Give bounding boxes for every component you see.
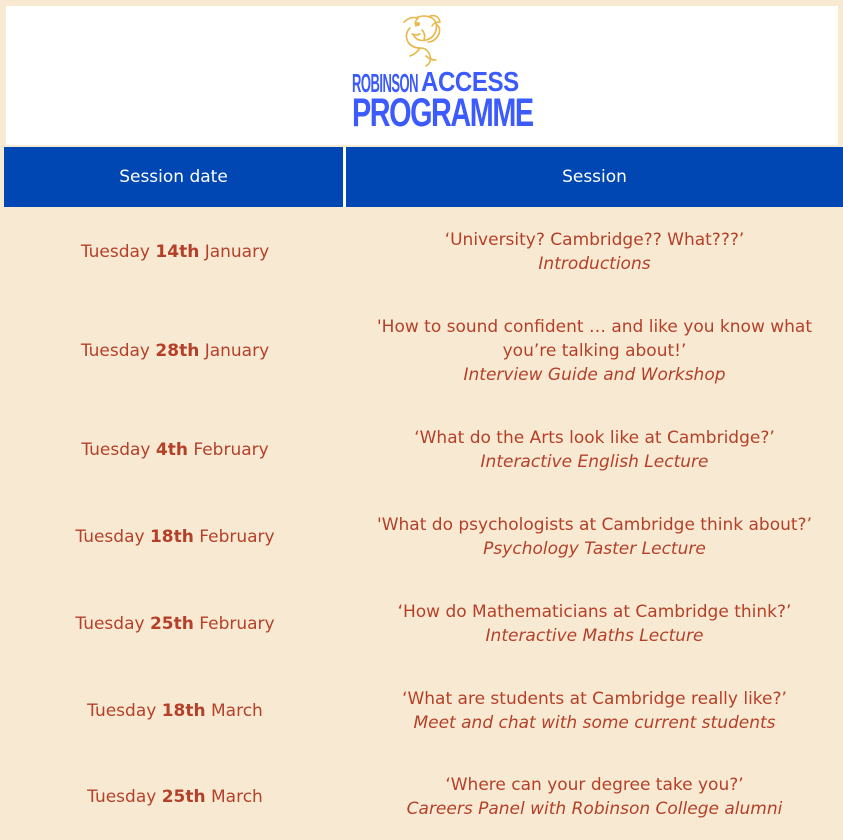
table-row (4, 580, 843, 667)
day-number: 28th (155, 341, 200, 361)
session-date-cell (4, 493, 346, 580)
weekday: Tuesday (80, 241, 156, 262)
robinson-access-programme-logo (346, 12, 533, 142)
column-header-session-date: Session date (4, 147, 346, 207)
session-cell (346, 580, 843, 667)
session-subtitle: Meet and chat with some current students (413, 712, 776, 733)
table-row (4, 406, 843, 493)
session-cell (346, 667, 843, 754)
day-number: 18th (161, 700, 206, 721)
weekday: Tuesday (80, 341, 156, 361)
table-row (4, 493, 843, 580)
column-header-session: Session (346, 147, 843, 207)
session-cell (346, 493, 843, 580)
day-number: 25th (161, 787, 206, 807)
session-date-cell (4, 667, 346, 754)
session-title: ‘What are students at Cambridge really like?’ (402, 688, 787, 709)
weekday: Tuesday (75, 613, 150, 634)
session-schedule-table (4, 147, 843, 840)
session-date-cell (4, 296, 346, 406)
session-subtitle: Interview Guide and Workshop (463, 365, 726, 385)
session-date-cell (4, 580, 346, 667)
month: March (205, 787, 263, 807)
table-row (4, 667, 843, 754)
weekday: Tuesday (81, 439, 156, 460)
table-row (4, 296, 843, 406)
session-cell (346, 207, 843, 296)
session-date-cell (4, 406, 346, 493)
session-subtitle: Careers Panel with Robinson College alumni (406, 799, 783, 819)
session-title: ‘Where can your degree take you?’ (445, 775, 744, 795)
month: February (187, 439, 269, 460)
session-subtitle: Introductions (538, 253, 651, 274)
month: March (205, 700, 263, 721)
session-date-cell (4, 754, 346, 840)
day-number: 4th (155, 439, 188, 460)
session-title: ‘University? Cambridge?? What???’ (444, 229, 745, 250)
logo-programme-text: PROGRAMME (352, 91, 533, 135)
weekday: Tuesday (87, 787, 162, 807)
session-title: 'How to sound confident … and like you know what you’re talking about!’ (376, 317, 813, 361)
session-subtitle: Interactive English Lecture (480, 451, 709, 472)
session-cell (346, 296, 843, 406)
table-row (4, 754, 843, 840)
logo-access-text: ACCESS (421, 66, 519, 97)
day-number: 14th (155, 241, 200, 262)
session-subtitle: Psychology Taster Lecture (483, 538, 706, 559)
session-title: ‘How do Mathematicians at Cambridge think?’ (397, 601, 792, 622)
month: January (199, 241, 270, 262)
session-subtitle: Interactive Maths Lecture (485, 625, 704, 646)
session-title: 'What do psychologists at Cambridge think about?’ (377, 514, 812, 535)
month: February (193, 613, 275, 634)
logo-robinson-text: ROBINSON (352, 68, 419, 98)
table-header-row (4, 147, 843, 207)
day-number: 18th (149, 526, 194, 547)
day-number: 25th (149, 613, 194, 634)
griffin-crest-icon (346, 12, 506, 68)
weekday: Tuesday (75, 526, 150, 547)
table-row (4, 207, 843, 296)
weekday: Tuesday (87, 700, 162, 721)
month: February (193, 526, 275, 547)
session-cell (346, 406, 843, 493)
month: January (199, 341, 270, 361)
session-date-cell (4, 207, 346, 296)
header-banner (6, 6, 838, 145)
session-title: ‘What do the Arts look like at Cambridge?’ (414, 427, 775, 448)
session-cell (346, 754, 843, 840)
